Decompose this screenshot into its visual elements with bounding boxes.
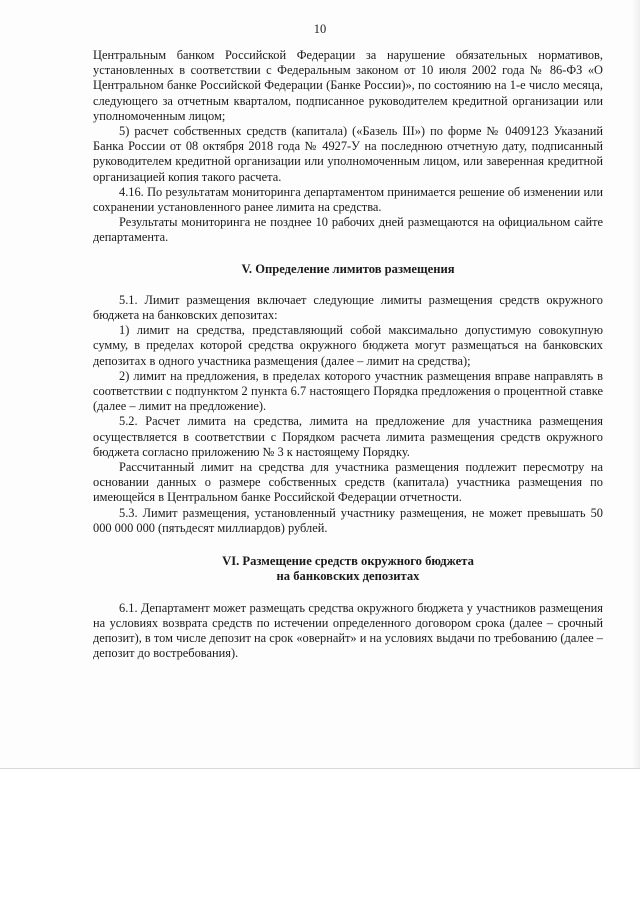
paragraph-limit-revision: Рассчитанный лимит на средства для участника размещения подлежит пересмотру на основании данных о размере собственных средств (капитала) участника размещения по имеющейся в Центральном банке Российской Федерации отчетности. — [93, 460, 603, 505]
section-heading-vi-line1: VI. Размещение средств окружного бюджета — [222, 554, 474, 569]
paragraph-limit-on-funds: 1) лимит на средства, представляющий собой максимально допустимую совокупную сумму, в пределах которой средства окружного бюджета могут размещаться на банковских депозитах в одного участника размещения (далее – лимит на средства); — [93, 323, 603, 368]
paragraph-item-5-capital-calc: 5) расчет собственных средств (капитала) («Базель III») по форме № 0409123 Указаний Банка России от 08 октября 2018 года № 4927-У на последнюю отчетную дату, подписанный руководителем кредитной организации или уполномоченным лицом, или заверенная кредитной организацией копия такого расчета. — [93, 124, 603, 184]
paragraph-limit-on-proposals: 2) лимит на предложения, в пределах которого участник размещения вправе направлять в соответствии с подпунктом 2 пункта 6.7 настоящего Порядка предложения о процентной ставке (далее – лимит на предложение). — [93, 368, 603, 414]
paragraph-5-2: 5.2. Расчет лимита на средства, лимита на предложение для участника размещения осуществляется в соответствии с Порядком расчета лимита размещения средств окружного бюджета согласно приложению № 3 к настоящему Порядку. — [93, 414, 603, 459]
paragraph-6-1: 6.1. Департамент может размещать средства окружного бюджета у участников размещения на условиях возврата средств по истечении определенного договором срока (далее – срочный депозит), в том числе депозит на срок «овернайт» и на условиях выдачи по требованию (далее – депозит до востребования). — [93, 600, 603, 661]
document-body — [93, 48, 603, 661]
paragraph-4-16: 4.16. По результатам мониторинга департаментом принимается решение об изменении или сохранении установленного ранее лимита на средства. — [93, 184, 603, 215]
page-number: 10 — [313, 22, 327, 36]
paragraph-monitoring-results: Результаты мониторинга не позднее 10 рабочих дней размещаются на официальном сайте департамента. — [93, 215, 603, 245]
paragraph-5-3: 5.3. Лимит размещения, установленный участнику размещения, не может превышать 50 000 000 000 (пятьдесят миллиардов) рублей. — [93, 505, 603, 535]
section-heading-vi-line2: на банковских депозитах — [276, 569, 420, 584]
paragraph-5-1: 5.1. Лимит размещения включает следующие лимиты размещения средств окружного бюджета на банковских депозитах: — [93, 292, 603, 323]
section-heading-v: V. Определение лимитов размещения — [241, 261, 455, 276]
page-edge-shadow — [632, 0, 640, 768]
paragraph-cbr-penalties: Центральным банком Российской Федерации за нарушение обязательных нормативов, установленных в соответствии с Федеральным законом от 10 июля 2002 года № 86-ФЗ «О Центральном банке Российской Федерации (Банке России)», по состоянию на 1-е число месяца, следующего за отчетным кварталом, подписанное руководителем кредитной организации или уполномоченным лицом; — [93, 48, 603, 123]
